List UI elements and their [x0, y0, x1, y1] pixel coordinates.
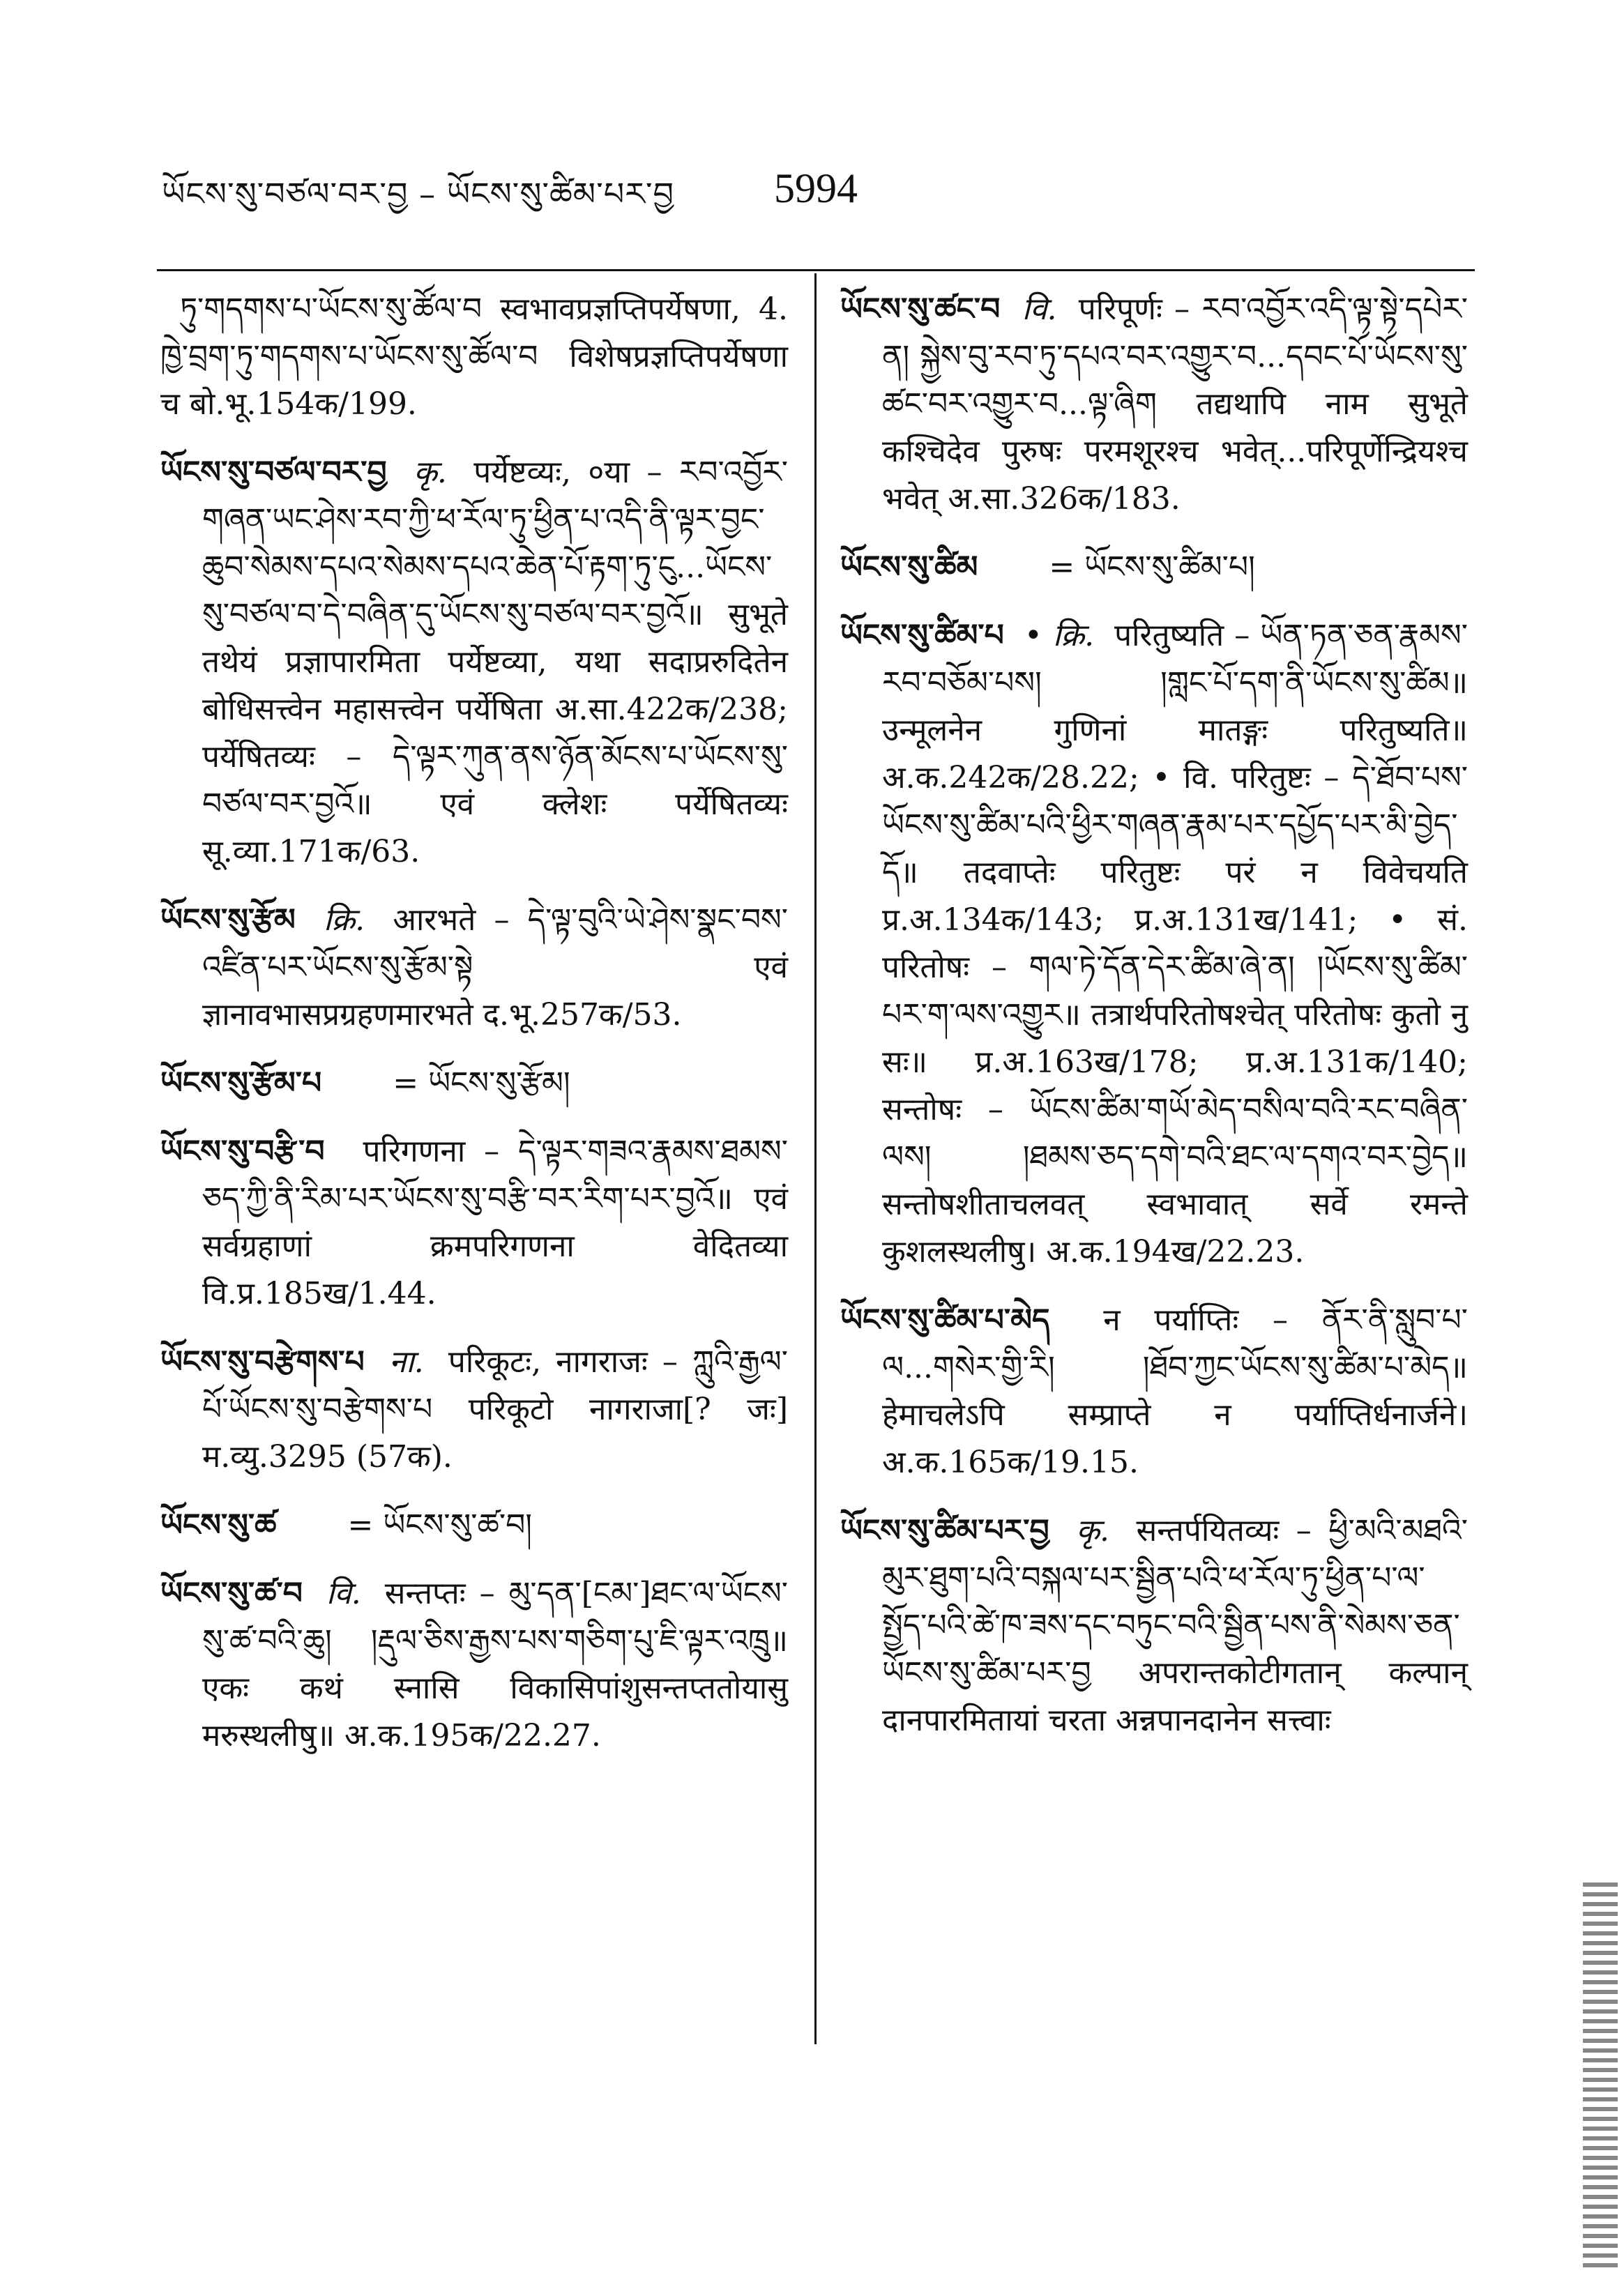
entry-grammar: कृ. [1076, 1513, 1109, 1549]
entry [160, 1339, 788, 1481]
entry-grammar: वि. [1022, 291, 1057, 327]
entry-grammar: क्रि. [323, 902, 365, 938]
entry [840, 1507, 1468, 1744]
entry-text: ཏུ་གདགས་པ་ཡོངས་སུ་ཚོལ་བ स्वभावप्रज्ञप्तिपर्येषणा, 4. ཁྱེ་བྲག་ཏུ་གདགས་པ་ཡོངས་སུ་ཚོལ་བ विशेषप्रज्ञप्तिपर्येषणा च बो.भू.154क/199. [160, 291, 788, 422]
entry-grammar: वि. [326, 1576, 361, 1611]
entry-grammar: कृ. [413, 455, 447, 490]
entry-text: पर्येष्टव्यः, ०या – རབ་འབྱོར་གཞན་ཡང་ཤེས་རབ་ཀྱི་ཕ་རོལ་ཏུ་ཕྱིན་པ་འདི་ནི་ལྟར་བྱང་ཆུབ་སེམས་དཔའ་སེམས་དཔའ་ཆེན་པོ་རྟག་ཏུ་ངུ...ཡོངས་སུ་བཙལ་བ་དེ་བཞིན་དུ་ཡོངས་སུ་བཙལ་བར་བྱའོ॥ सुभूते तथेयं प्रज्ञापारमिता पर्येष्टव्या, यथा सदाप्ररुदितेन बोधिसत्त्वेन महासत्त्वेन पर्येषिता अ.सा.422क/238; पर्येषितव्यः – དེ་ལྟར་ཀུན་ནས་ཉོན་མོངས་པ་ཡོངས་སུ་བཙལ་བར་བྱའོ॥ एवं क्लेशः पर्येषितव्यः सू.व्या.171क/63. [202, 455, 788, 869]
running-head: ཡོངས་སུ་བཙལ་བར་བྱ – ཡོངས་སུ་ཚིམ་པར་བྱ [162, 175, 675, 213]
entry-text: = ཡོངས་སུ་ཚ་བ། [347, 1507, 533, 1543]
entry-headword: ཡོངས་སུ་བརྩེགས་པ [160, 1344, 365, 1380]
entry-text: सन्तप्तः – མུ་དན་[ངམ་]ཐང་ལ་ཡོངས་སུ་ཚ་བའི་ཆུ། །རྡུལ་ཅིས་རྒྱས་པས་གཅིག་པུ་ཇི་ལྟར་འཁྲུ॥ एकः कथं स्नासि विकासिपांशुसन्तप्ततोयासु मरुस्थलीषु॥ अ.क.195क/22.27. [202, 1576, 788, 1754]
entry-headword: ཡོངས་སུ་རྩོམ་པ [160, 1065, 322, 1101]
entry [160, 286, 788, 428]
entry-headword: ཡོངས་སུ་རྩོམ [160, 902, 296, 938]
entry-grammar: ना. [388, 1344, 424, 1380]
entry-grammar: • क्रि. [1024, 618, 1095, 653]
entry-text: सन्तर्पयितव्यः – ཕྱི་མའི་མཐའི་མུར་ཐུག་པའི་བསྐལ་པར་སྦྱིན་པའི་ཕ་རོལ་ཏུ་ཕྱིན་པ་ལ་སྤྱོད་པའི་ཚེ་ཁ་ཟས་དང་བཏུང་བའི་སྦྱིན་པས་ནི་སེམས་ཅན་ཡོངས་སུ་ཚིམ་པར་བྱ अपरान्तकोटीगतान् कल्पान् दानपारमितायां चरता अन्नपानदानेन सत्त्वाः [882, 1513, 1468, 1738]
left-column [160, 286, 788, 1781]
entry [160, 449, 788, 876]
entry-headword: ཡོངས་སུ་ཚ [160, 1507, 277, 1543]
entry-text: न पर्याप्तिः – ནོར་ནི་སླུབ་པ་ལ...གསེར་གྱི་རི། །ཐོབ་ཀྱང་ཡོངས་སུ་ཚིམ་པ་མེད॥ हेमाचलेऽपि सम्प्राप्ते न पर्याप्तिर्धनार्जने। अ.क.165क/19.15. [882, 1302, 1468, 1480]
scan-edge-noise [1583, 1882, 1618, 2273]
entry-headword: ཡོངས་སུ་ཚ་བ [160, 1576, 303, 1611]
entry-text: परिपूर्णः – རབ་འབྱོར་འདི་ལྟ་སྟེ་དཔེར་ན། སྐྱེས་བུ་རབ་ཏུ་དཔའ་བར་འགྱུར་བ...དབང་པོ་ཡོངས་སུ་ཚང་བར་འགྱུར་བ...ལྟ་ཞིག तद्यथापि नाम सुभूते कश्चिदेव पुरुषः परमशूरश्च भवेत्...परिपूर्णेन्द्रियश्च भवेत् अ.सा.326क/183. [882, 291, 1468, 517]
page-number: 5994 [774, 165, 858, 211]
entry-text: = ཡོངས་སུ་ཚིམ་པ། [1049, 549, 1255, 585]
entry [160, 1060, 788, 1107]
entry-text: = ཡོངས་སུ་རྩོམ། [393, 1065, 570, 1101]
entry [160, 897, 788, 1039]
entry [160, 1570, 788, 1760]
entry [840, 1297, 1468, 1486]
entry-text: परिगणना – དེ་ལྟར་གཟའ་རྣམས་ཐམས་ཅད་ཀྱི་ནི་རིམ་པར་ཡོངས་སུ་བརྩི་བར་རིག་པར་བྱའོ॥ एवं सर्वग्रहाणां क्रमपरिगणना वेदितव्या वि.प्र.185ख/1.44. [202, 1134, 788, 1311]
entry-headword: ཡོངས་སུ་ཚིམ་པ [840, 618, 1004, 653]
entry [840, 612, 1468, 1276]
entry [160, 1502, 788, 1549]
entry [840, 544, 1468, 591]
entry [840, 286, 1468, 523]
entry-headword: ཡོངས་སུ་ཚིམ་པར་བྱ [840, 1513, 1049, 1549]
entry-text: परिकूटः, नागराजः – ཀླུའི་རྒྱལ་པོ་ཡོངས་སུ་བརྩེགས་པ परिकूटो नागराजा[? जः] म.व्यु.3295 (57क). [202, 1344, 788, 1475]
entry-headword: ཡོངས་སུ་ཚིམ་པ་མེད [840, 1302, 1050, 1338]
column-divider [814, 273, 817, 2044]
entry-text: आरभते – དེ་ལྟ་བུའི་ཡེ་ཤེས་སྣང་བས་འཛིན་པར་ཡོངས་སུ་རྩོམ་སྟེ एवं ज्ञानावभासप्रग्रहणमारभते द.भू.257क/53. [202, 902, 788, 1033]
right-column [840, 286, 1468, 1765]
entry-text: परितुष्यति – ཡོན་ཏན་ཅན་རྣམས་རབ་བཅོམ་པས། །གླང་པོ་དག་ནི་ཡོངས་སུ་ཚིམ॥ उन्मूलनेन गुणिनां मातङ्गः परितुष्यति॥ अ.क.242क/28.22; • वि. परितुष्टः – དེ་ཐོབ་པས་ཡོངས་སུ་ཚིམ་པའི་ཕྱིར་གཞན་རྣམ་པར་དཔྱོད་པར་མི་བྱེད་དོ॥ तदवाप्तेः परितुष्टः परं न विवेचयति प्र.अ.134क/143; प्र.अ.131ख/141; • सं. परितोषः – གལ་ཏེ་དོན་དེར་ཚིམ་ཞེ་ན། །ཡོངས་སུ་ཚིམ་པར་ག་ལས་འགྱུར॥ तत्रार्थपरितोषश्चेत् परितोषः कुतो नु सः॥ प्र.अ.163ख/178; प्र.अ.131क/140; सन्तोषः – ཡོངས་ཚིམ་གཡོ་མེད་བསིལ་བའི་རང་བཞིན་ལས། །ཐམས་ཅད་དགེ་བའི་ཐང་ལ་དགའ་བར་བྱེད॥ सन्तोषशीताचलवत् स्वभावात् सर्वे रमन्ते कुशलस्थलीषु। अ.क.194ख/22.23. [882, 618, 1468, 1270]
header-rule [157, 269, 1475, 271]
entry-headword: ཡོངས་སུ་ཚང་བ [840, 291, 1001, 327]
entry-headword: ཡོངས་སུ་ཚིམ [840, 549, 978, 585]
entry-headword: ཡོངས་སུ་བཙལ་བར་བྱ [160, 455, 387, 490]
entry [160, 1128, 788, 1318]
entry-headword: ཡོངས་སུ་བརྩི་བ [160, 1134, 325, 1169]
